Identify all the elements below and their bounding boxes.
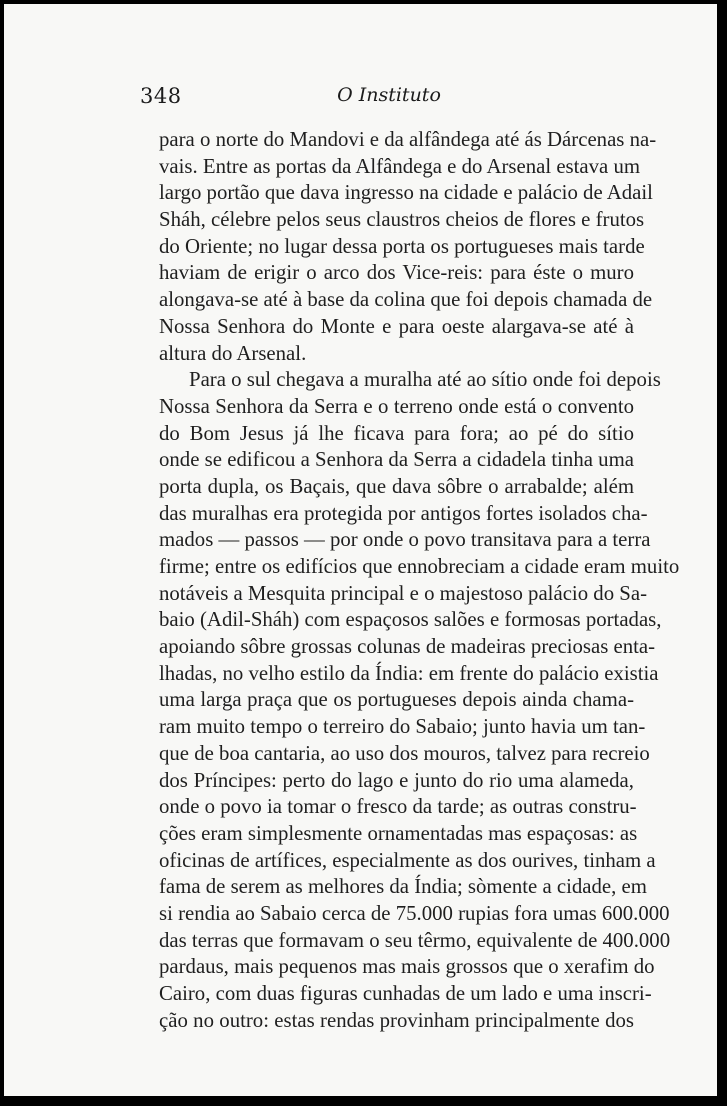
text-line: notáveis a Mesquita principal e o majestoso palácio do Sa- xyxy=(159,581,648,605)
running-title: O Instituto xyxy=(337,84,441,106)
text-line: do Oriente; no lugar dessa porta os portugueses mais tarde xyxy=(159,234,645,258)
text-line: haviam de erigir o arco dos Vice-reis: para éste o muro xyxy=(159,261,634,285)
text-line: ções eram simplesmente ornamentadas mas espaçosas: as xyxy=(159,821,638,845)
text-line: baio (Adil-Sháh) com espaçosos salões e formosas portadas, xyxy=(159,608,662,632)
text-line: Nossa Senhora da Serra e o terreno onde está o convento xyxy=(159,394,634,418)
text-line: firme; entre os edifícios que ennobreciam a cidade eram muito xyxy=(159,555,680,578)
page-number: 348 xyxy=(140,84,182,108)
text-line: alongava-se até à base da colina que foi depois chamada de xyxy=(159,288,653,312)
text-line: onde o povo ia tomar o fresco da tarde; as outras constru- xyxy=(159,795,637,819)
text-line: vais. Entre as portas da Alfândega e do Arsenal estava um xyxy=(159,154,641,178)
text-line: das muralhas era protegida por antigos fortes isolados cha- xyxy=(159,501,648,525)
text-line: do Bom Jesus já lhe ficava para fora; ao pé do sítio xyxy=(159,421,634,445)
body-text xyxy=(159,127,680,1034)
text-line: oficinas de artífices, especialmente as dos ourives, tinham a xyxy=(159,848,656,872)
text-line: fama de serem as melhores da Índia; sòmente a cidade, em xyxy=(159,875,647,899)
text-line: uma larga praça que os portugueses depois ainda chama- xyxy=(159,688,634,712)
book-page xyxy=(4,4,717,1096)
text-line: dos Príncipes: perto do lago e junto do rio uma alameda, xyxy=(159,768,634,792)
text-line: que de boa cantaria, ao uso dos mouros, talvez para recreio xyxy=(159,741,650,765)
text-line: onde se edificou a Senhora da Serra a cidadela tinha uma xyxy=(159,448,634,472)
page-header xyxy=(140,74,638,108)
text-line: das terras que formavam o seu têrmo, equivalente de 400.000 xyxy=(159,928,671,952)
text-line: si rendia ao Sabaio cerca de 75.000 rupias fora umas 600.000 xyxy=(159,901,670,925)
text-line: lhadas, no velho estilo da Índia: em frente do palácio existia xyxy=(159,661,659,685)
text-line: ção no outro: estas rendas provinham principalmente dos xyxy=(159,1008,634,1032)
text-line: mados — passos — por onde o povo transitava para a terra xyxy=(159,528,651,552)
text-line: Cairo, com duas figuras cunhadas de um lado e uma inscri- xyxy=(159,982,652,1005)
paragraph-2 xyxy=(159,367,680,1034)
paragraph-1 xyxy=(159,127,657,367)
text-line: ram muito tempo o terreiro do Sabaio; junto havia um tan- xyxy=(159,715,646,739)
text-line: para o norte do Mandovi e da alfândega até ás Dárcenas na- xyxy=(159,128,657,151)
text-line: Para o sul chegava a muralha até ao sítio onde foi depois xyxy=(189,368,661,392)
text-line: altura do Arsenal. xyxy=(159,341,307,365)
text-line: porta dupla, os Baçais, que dava sôbre o arrabalde; além xyxy=(159,474,634,498)
text-line: largo portão que dava ingresso na cidade e palácio de Adail xyxy=(159,181,653,205)
text-line: Nossa Senhora do Monte e para oeste alargava-se até à xyxy=(159,314,634,338)
text-line: Sháh, célebre pelos seus claustros cheios de flores e frutos xyxy=(159,208,645,232)
text-line: pardaus, mais pequenos mas mais grossos que o xerafim do xyxy=(159,955,655,979)
text-line: apoiando sôbre grossas colunas de madeiras preciosas enta- xyxy=(159,635,656,659)
